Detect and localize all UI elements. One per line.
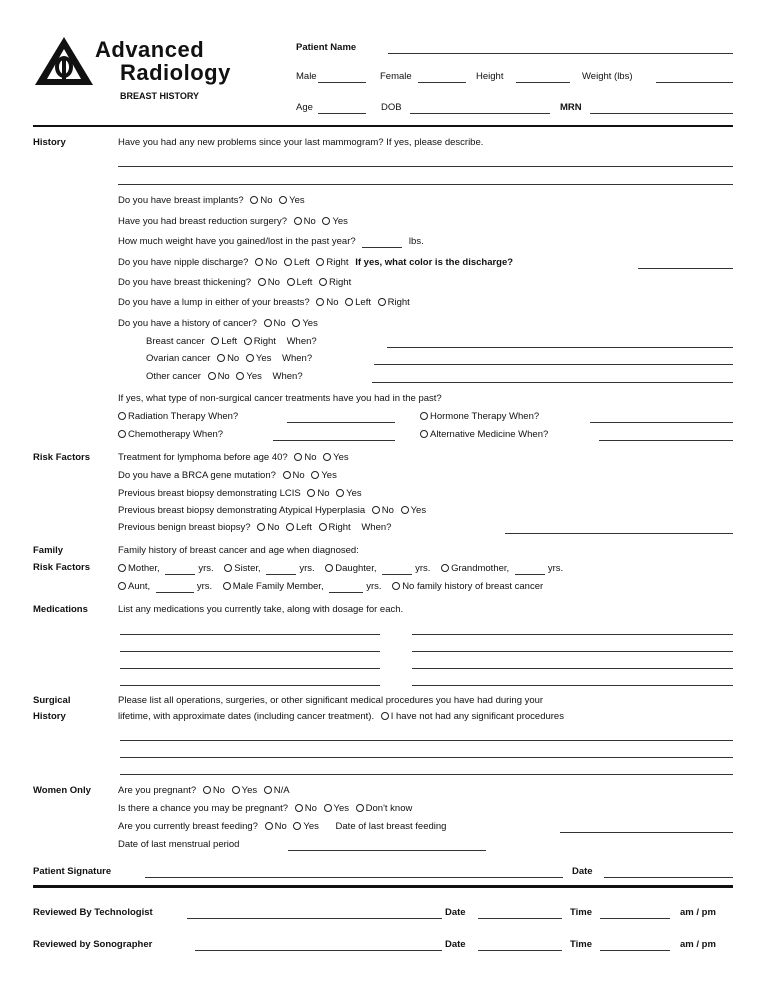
lcis-no-radio[interactable] — [307, 489, 315, 497]
reviewed-tech-label: Reviewed By Technologist — [33, 907, 153, 918]
breast-cancer-when-field[interactable] — [387, 347, 733, 348]
alternative-label: Alternative Medicine When? — [430, 429, 549, 440]
patient-name-label: Patient Name — [296, 42, 357, 53]
mother-radio[interactable] — [118, 564, 126, 572]
q-benign: Previous benign breast biopsy? — [118, 522, 251, 533]
weight-field[interactable] — [656, 82, 733, 83]
when-label: When? — [361, 522, 392, 533]
yrs-label: yrs. — [547, 563, 564, 574]
medication-line-5[interactable] — [120, 668, 380, 669]
aunt-age-field[interactable] — [156, 581, 194, 593]
yes-option-label: Yes — [332, 216, 348, 227]
hormone-label: Hormone Therapy When? — [430, 411, 540, 422]
left-option-label: Left — [355, 297, 371, 308]
male-member-radio[interactable] — [223, 582, 231, 590]
male-label: Male — [296, 71, 317, 82]
yes-option-label: Yes — [289, 195, 305, 206]
grandmother-radio[interactable] — [441, 564, 449, 572]
tech-time-field[interactable] — [600, 918, 670, 919]
q-brca: Do you have a BRCA gene mutation? — [118, 470, 276, 481]
medications-section-label: Medications — [33, 604, 88, 615]
atypical-no-radio[interactable] — [372, 506, 380, 514]
when-label: When? — [286, 336, 317, 347]
yrs-label: yrs. — [196, 581, 213, 592]
sono-ampm-label: am / pm — [680, 939, 716, 950]
when-label: When? — [282, 353, 313, 364]
age-field[interactable] — [318, 113, 366, 114]
medication-line-6[interactable] — [412, 668, 733, 669]
benign-left-radio[interactable] — [286, 523, 294, 531]
yrs-label: yrs. — [415, 563, 431, 574]
dob-label: DOB — [381, 102, 402, 113]
brca-no-radio[interactable] — [283, 471, 291, 479]
left-option-label: Left — [221, 336, 238, 347]
new-problems-line-2[interactable] — [118, 184, 733, 185]
mother-label: Mother, — [128, 563, 160, 574]
yes-option-label: Yes — [321, 470, 337, 481]
age-label: Age — [296, 102, 313, 113]
family-section-label-2: Risk Factors — [33, 562, 91, 573]
family-section-label: Family — [33, 545, 64, 556]
chemo-radio[interactable] — [118, 430, 126, 438]
radiation-label: Radiation Therapy When? — [128, 411, 239, 422]
sono-date-label: Date — [445, 939, 466, 950]
surgical-line-3[interactable] — [120, 774, 733, 775]
last-period-label: Date of last menstrual period — [118, 839, 240, 850]
no-option-label: No — [265, 257, 278, 268]
reviewed-sono-label: Reviewed by Sonographer — [33, 939, 153, 950]
ovarian-cancer-label: Ovarian cancer — [146, 353, 211, 364]
medications-intro: List any medications you currently take, along with dosage for each. — [118, 604, 404, 615]
breast-cancer-left-radio[interactable] — [211, 337, 219, 345]
cancer-no-radio[interactable] — [264, 319, 272, 327]
cancer-yes-radio[interactable] — [292, 319, 300, 327]
lymphoma-no-radio[interactable] — [294, 453, 302, 461]
no-option-label: No — [381, 505, 394, 516]
yes-option-label: Yes — [246, 371, 262, 382]
surgical-line-1[interactable] — [120, 740, 733, 741]
q-reduction: Have you had breast reduction surgery? — [118, 216, 287, 227]
left-option-label: Left — [296, 277, 313, 288]
discharge-left-radio[interactable] — [284, 258, 292, 266]
surgical-line-2[interactable] — [120, 757, 733, 758]
medication-line-7[interactable] — [120, 685, 380, 686]
ovarian-no-radio[interactable] — [217, 354, 225, 362]
alternative-when-field[interactable] — [599, 440, 733, 441]
q-treatments: If yes, what type of non-surgical cancer treatments have you had in the past? — [118, 393, 442, 404]
yes-option-label: Yes — [333, 803, 349, 814]
last-period-field[interactable] — [288, 850, 486, 851]
alternative-radio[interactable] — [420, 430, 428, 438]
no-option-label: No — [274, 821, 287, 832]
hormone-row — [416, 411, 539, 422]
sister-radio[interactable] — [224, 564, 232, 572]
feeding-no-radio[interactable] — [265, 822, 273, 830]
chance-no-radio[interactable] — [295, 804, 303, 812]
q-new-problems: Have you had any new problems since your last mammogram? If yes, please describe. — [118, 137, 484, 148]
breast-cancer-label: Breast cancer — [146, 336, 205, 347]
q-lump: Do you have a lump in either of your breasts? — [118, 297, 310, 308]
height-field[interactable] — [516, 82, 570, 83]
height-label: Height — [476, 71, 504, 82]
no-option-label: No — [304, 452, 317, 463]
no-option-label: No — [273, 318, 286, 329]
brca-row — [118, 470, 337, 481]
hormone-radio[interactable] — [420, 412, 428, 420]
right-option-label: Right — [328, 522, 351, 533]
benign-right-radio[interactable] — [319, 523, 327, 531]
cancer-history-row — [118, 318, 318, 329]
lcis-row — [118, 488, 362, 499]
q-chance-pregnant: Is there a chance you may be pregnant? — [118, 803, 289, 814]
lump-left-radio[interactable] — [345, 298, 353, 306]
no-option-label: No — [317, 488, 330, 499]
aunt-radio[interactable] — [118, 582, 126, 590]
medication-line-8[interactable] — [412, 685, 733, 686]
thickening-right-radio[interactable] — [319, 278, 327, 286]
lymphoma-row — [118, 452, 349, 463]
na-option-label: N/A — [273, 785, 290, 796]
no-option-label: No — [212, 785, 225, 796]
patient-name-field[interactable] — [388, 53, 733, 54]
daughter-radio[interactable] — [325, 564, 333, 572]
no-option-label: No — [267, 522, 280, 533]
yrs-label: yrs. — [198, 563, 214, 574]
male-member-age-field[interactable] — [329, 581, 363, 593]
implants-no-radio[interactable] — [250, 196, 258, 204]
medication-line-3[interactable] — [120, 651, 380, 652]
sono-date-field[interactable] — [478, 950, 562, 951]
q-atypical: Previous breast biopsy demonstrating Atypical Hyperplasia — [118, 505, 366, 516]
chance-yes-radio[interactable] — [324, 804, 332, 812]
reviewed-tech-field[interactable] — [187, 918, 442, 919]
last-feeding-label: Date of last breast feeding — [335, 821, 447, 832]
tech-date-label: Date — [445, 907, 466, 918]
dob-field[interactable] — [410, 113, 550, 114]
pregnant-row — [118, 785, 290, 796]
ovarian-when-field[interactable] — [374, 364, 733, 365]
lump-right-radio[interactable] — [378, 298, 386, 306]
no-option-label: No — [292, 470, 305, 481]
q-discharge-color: If yes, what color is the discharge? — [355, 257, 514, 268]
sister-label: Sister, — [234, 563, 261, 574]
surgical-intro-2-text: lifetime, with approximate dates (including cancer treatment). — [118, 711, 375, 722]
yes-option-label: Yes — [241, 785, 258, 796]
lump-no-radio[interactable] — [316, 298, 324, 306]
sono-time-field[interactable] — [600, 950, 670, 951]
hormone-when-field[interactable] — [590, 422, 733, 423]
sono-time-label: Time — [570, 939, 593, 950]
sister-age-field[interactable] — [266, 563, 296, 575]
yes-option-label: Yes — [303, 821, 319, 832]
no-option-label: No — [304, 803, 317, 814]
benign-row — [118, 522, 391, 533]
no-option-label: No — [217, 371, 230, 382]
advanced-radiology-logo-icon — [33, 35, 95, 87]
no-procedures-label: I have not had any significant procedures — [390, 711, 564, 722]
other-cancer-label: Other cancer — [146, 371, 201, 382]
chance-dont-know-radio[interactable] — [356, 804, 364, 812]
tech-date-field[interactable] — [478, 918, 562, 919]
q-cancer-history: Do you have a history of cancer? — [118, 318, 257, 329]
logo-line-advanced: Advanced — [95, 37, 205, 62]
surgical-intro-2 — [118, 711, 564, 722]
no-option-label: No — [267, 277, 280, 288]
radiation-row — [114, 411, 238, 422]
q-lymphoma: Treatment for lymphoma before age 40? — [118, 452, 288, 463]
male-field[interactable] — [318, 82, 366, 83]
chance-pregnant-row — [118, 803, 412, 814]
yes-option-label: Yes — [410, 505, 427, 516]
logo-line-radiology: Radiology — [120, 60, 231, 85]
history-section-label: History — [33, 137, 66, 148]
benign-when-field[interactable] — [505, 533, 733, 534]
right-option-label: Right — [253, 336, 276, 347]
new-problems-line-1[interactable] — [118, 166, 733, 167]
tech-time-label: Time — [570, 907, 593, 918]
family-intro: Family history of breast cancer and age when diagnosed: — [118, 545, 359, 556]
breast-cancer-row — [146, 336, 317, 347]
reduction-no-radio[interactable] — [294, 217, 302, 225]
thickening-left-radio[interactable] — [287, 278, 295, 286]
signature-date-label: Date — [572, 866, 593, 877]
female-field[interactable] — [418, 82, 466, 83]
form-title: BREAST HISTORY — [120, 91, 200, 101]
q-implants: Do you have breast implants? — [118, 195, 244, 206]
discharge-right-radio[interactable] — [316, 258, 324, 266]
q-lcis: Previous breast biopsy demonstrating LCIS — [118, 488, 301, 499]
yrs-label: yrs. — [366, 581, 382, 592]
yes-option-label: Yes — [255, 353, 272, 364]
feeding-yes-radio[interactable] — [293, 822, 301, 830]
mother-age-field[interactable] — [165, 563, 195, 575]
family-row-1 — [114, 563, 563, 575]
atypical-yes-radio[interactable] — [401, 506, 409, 514]
yes-option-label: Yes — [302, 318, 318, 329]
surgical-section-label-2: History — [33, 711, 66, 722]
no-option-label: No — [227, 353, 240, 364]
implants-row — [118, 195, 305, 206]
discharge-no-radio[interactable] — [255, 258, 263, 266]
q-thickening: Do you have breast thickening? — [118, 277, 252, 288]
surgical-intro-1: Please list all operations, surgeries, or other significant medical procedures you have had during your — [118, 695, 544, 706]
weight-change-row — [118, 236, 424, 248]
mrn-label: MRN — [560, 102, 582, 113]
medication-line-4[interactable] — [412, 651, 733, 652]
chemo-row — [114, 429, 223, 440]
ovarian-yes-radio[interactable] — [246, 354, 254, 362]
ovarian-cancer-row — [146, 353, 312, 364]
surgical-section-label: Surgical — [33, 695, 71, 706]
alternative-row — [416, 429, 548, 440]
radiation-when-field[interactable] — [287, 422, 395, 423]
thickening-no-radio[interactable] — [258, 278, 266, 286]
pregnant-na-radio[interactable] — [264, 786, 272, 794]
female-label: Female — [380, 71, 412, 82]
grandmother-label: Grandmother, — [451, 563, 510, 574]
yes-option-label: Yes — [333, 452, 349, 463]
radiation-radio[interactable] — [118, 412, 126, 420]
header-divider — [33, 125, 733, 127]
medication-line-2[interactable] — [412, 634, 733, 635]
right-option-label: Right — [387, 297, 410, 308]
q-weight-change: How much weight have you gained/lost in the past year? — [118, 236, 356, 247]
breast-feeding-row — [118, 821, 446, 832]
patient-signature-label: Patient Signature — [33, 866, 112, 877]
weight-label: Weight (lbs) — [582, 71, 633, 82]
q-pregnant: Are you pregnant? — [118, 785, 197, 796]
discharge-row — [118, 257, 513, 268]
family-row-2 — [114, 581, 543, 593]
last-feeding-field[interactable] — [560, 832, 733, 833]
no-option-label: No — [303, 216, 316, 227]
brca-yes-radio[interactable] — [311, 471, 319, 479]
no-procedures-radio[interactable] — [381, 712, 389, 720]
male-member-label: Male Family Member, — [232, 581, 324, 592]
pregnant-yes-radio[interactable] — [232, 786, 240, 794]
chemo-label: Chemotherapy When? — [128, 429, 224, 440]
no-option-label: No — [326, 297, 339, 308]
yes-option-label: Yes — [346, 488, 362, 499]
q-breast-feeding: Are you currently breast feeding? — [118, 821, 258, 832]
signature-date-field[interactable] — [604, 877, 733, 878]
chemo-when-field[interactable] — [273, 440, 395, 441]
other-cancer-row — [146, 371, 303, 382]
weight-change-field[interactable] — [362, 236, 402, 248]
atypical-row — [118, 505, 426, 516]
mrn-field[interactable] — [590, 113, 733, 114]
thickening-row — [118, 277, 351, 288]
other-cancer-no-radio[interactable] — [208, 372, 216, 380]
lcis-yes-radio[interactable] — [336, 489, 344, 497]
no-option-label: No — [260, 195, 273, 206]
right-option-label: Right — [329, 277, 352, 288]
q-discharge: Do you have nipple discharge? — [118, 257, 249, 268]
reduction-row — [118, 216, 348, 227]
weight-unit-label: lbs. — [408, 236, 424, 247]
tech-ampm-label: am / pm — [680, 907, 716, 918]
yrs-label: yrs. — [299, 563, 315, 574]
daughter-age-field[interactable] — [382, 563, 412, 575]
other-cancer-when-field[interactable] — [372, 382, 733, 383]
dont-know-label: Don't know — [365, 803, 413, 814]
right-option-label: Right — [326, 257, 349, 268]
medication-line-1[interactable] — [120, 634, 380, 635]
no-family-history-radio[interactable] — [392, 582, 400, 590]
when-label: When? — [272, 371, 303, 382]
breast-cancer-right-radio[interactable] — [244, 337, 252, 345]
no-family-history-label: No family history of breast cancer — [402, 581, 544, 592]
lymphoma-yes-radio[interactable] — [323, 453, 331, 461]
patient-signature-field[interactable] — [145, 877, 563, 878]
implants-yes-radio[interactable] — [279, 196, 287, 204]
reviewed-sono-field[interactable] — [195, 950, 442, 951]
pregnant-no-radio[interactable] — [203, 786, 211, 794]
grandmother-age-field[interactable] — [515, 563, 545, 575]
discharge-color-field[interactable] — [638, 268, 733, 269]
aunt-label: Aunt, — [128, 581, 151, 592]
other-cancer-yes-radio[interactable] — [236, 372, 244, 380]
left-option-label: Left — [293, 257, 310, 268]
daughter-label: Daughter, — [335, 563, 377, 574]
left-option-label: Left — [296, 522, 312, 533]
women-only-section-label: Women Only — [33, 785, 91, 796]
footer-divider — [33, 885, 733, 888]
risk-factors-section-label: Risk Factors — [33, 452, 91, 463]
lump-row — [118, 297, 410, 308]
benign-no-radio[interactable] — [257, 523, 265, 531]
reduction-yes-radio[interactable] — [322, 217, 330, 225]
